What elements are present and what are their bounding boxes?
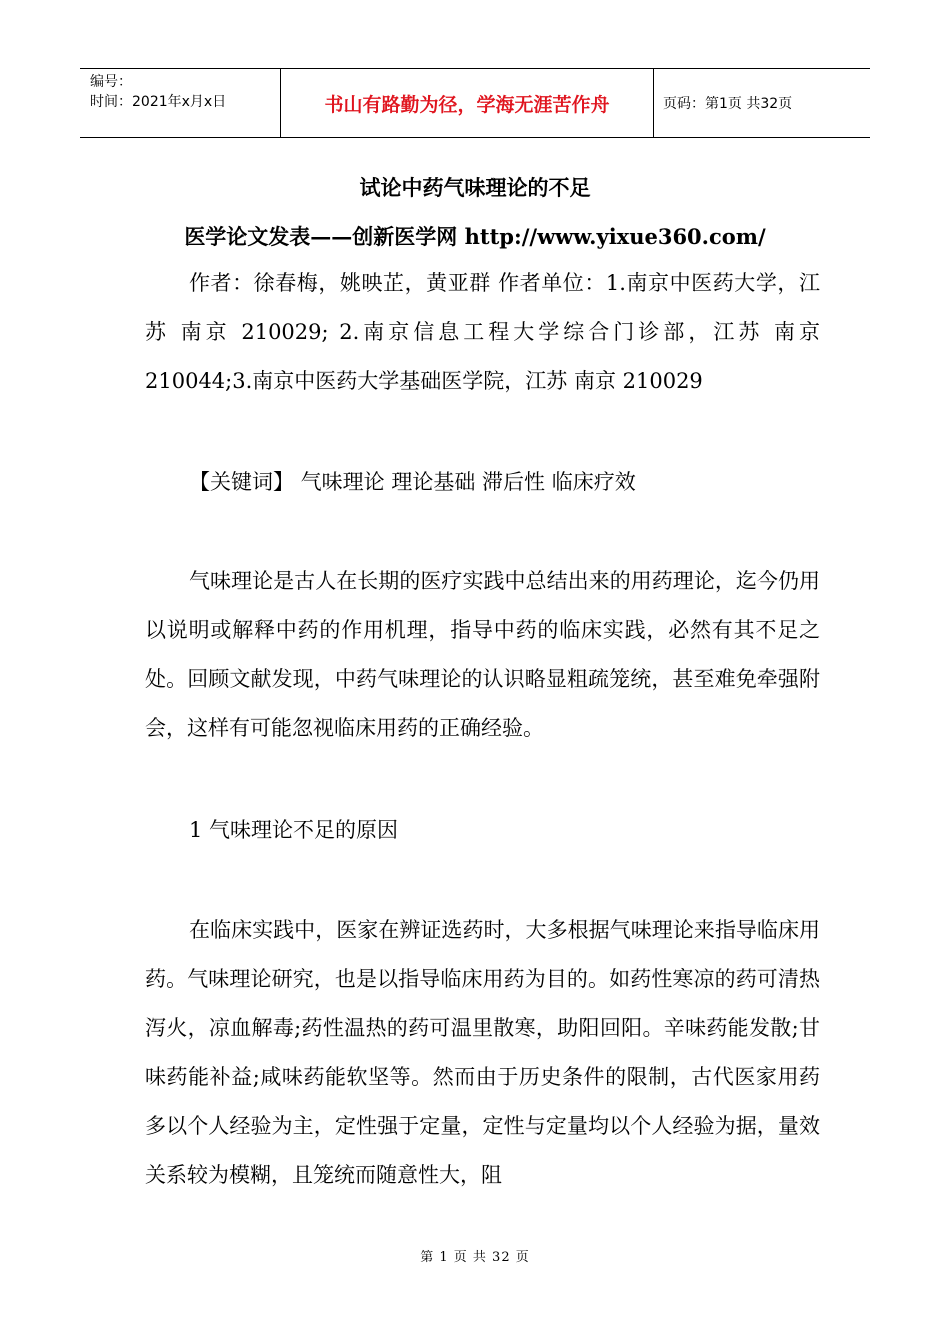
document-header — [80, 68, 870, 138]
section-heading-block — [145, 806, 820, 855]
time-label: 时间：2021年x月x日 — [90, 94, 227, 110]
abstract-paragraph: 气味理论是古人在长期的医疗实践中总结出来的用药理论，迄今仍用以说明或解释中药的作用机理，指导中药的临床实践，必然有其不足之处。回顾文献发现，中药气味理论的认识略显粗疏笼统，甚至难免牵强附会，这样有可能忽视临床用药的正确经验。 — [145, 569, 820, 740]
authors-paragraph: 作者：徐春梅，姚映芷，黄亚群 作者单位：1.南京中医药大学，江苏 南京 210029; 2.南京信息工程大学综合门诊部，江苏 南京 210044;3.南京中医药大学基础医学院，江苏 南京 210029 — [145, 271, 820, 393]
document-subtitle: 医学论文发表——创新医学网 http://www.yixue360.com/ — [184, 224, 766, 249]
authors-block — [145, 259, 820, 406]
section-body-block — [145, 906, 820, 1200]
header-motto-cell — [281, 69, 654, 137]
document-title: 试论中药气味理论的不足 — [359, 175, 591, 200]
abstract-block — [145, 557, 820, 753]
keywords-block — [145, 458, 820, 507]
page-footer: 第 1 页 共 32 页 — [420, 1250, 530, 1265]
header-page-cell — [654, 69, 870, 137]
section-body-paragraph: 在临床实践中，医家在辨证选药时，大多根据气味理论来指导临床用药。气味理论研究，也是以指导临床用药为目的。如药性寒凉的药可清热泻火，凉血解毒;药性温热的药可温里散寒，助阳回阳。辛味药能发散;甘味药能补益;咸味药能软坚等。然而由于历史条件的限制，古代医家用药多以个人经验为主，定性强于定量，定性与定量均以个人经验为据，量效关系较为模糊，且笼统而随意性大，阻 — [145, 918, 820, 1187]
motto-text: 书山有路勤为径，学海无涯苦作舟 — [324, 93, 610, 116]
section-heading: 1 气味理论不足的原因 — [189, 818, 399, 842]
number-label: 编号： — [90, 74, 132, 90]
page-info: 页码：第1页 共32页 — [663, 96, 793, 112]
keywords-paragraph: 【关键词】 气味理论 理论基础 滞后性 临床疗效 — [189, 470, 636, 494]
header-meta-cell — [80, 69, 281, 137]
